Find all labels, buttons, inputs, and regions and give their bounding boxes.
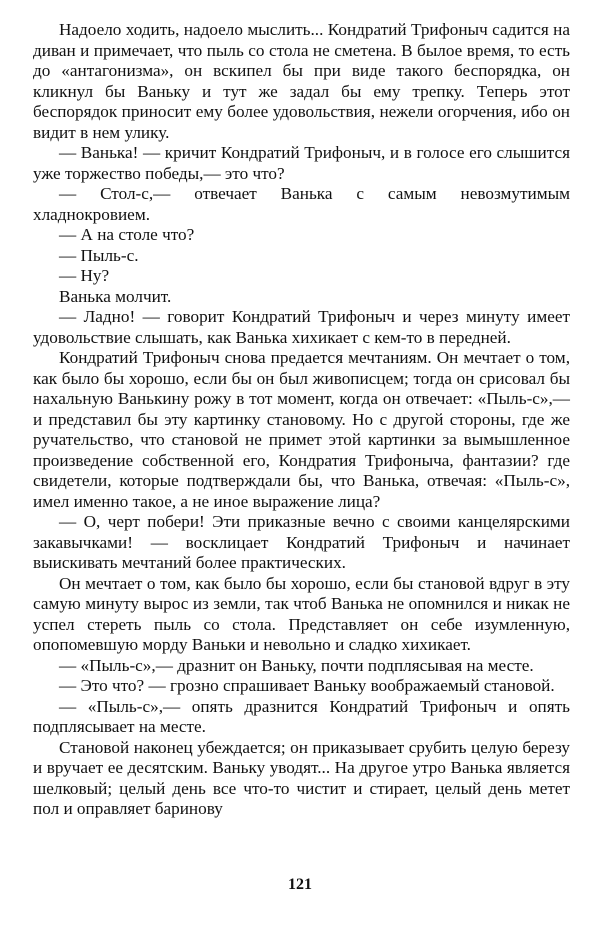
paragraph: Кондратий Трифоныч снова предается мечтаниям. Он мечтает о том, как было бы хорошо, если бы он был живописцем; тогда он срисовал бы нахальную Ванькину рожу в тот момент, когда он отвечает: «Пыль-с»,— и представил бы эту картинку становому. Но с другой стороны, где же ручательство, что становой не примет этой картинки за вымышленное произведение собственной его, Кондратия Трифоныча, фантазии? где свидетели, которые подтверждали бы, что Ванька, отвечая: «Пыль-с», имел именно такое, а не иное выражение лица? — [33, 348, 570, 511]
paragraph: — Ванька! — кричит Кондратий Трифоныч, и в голосе его слышится уже торжество победы,— это что? — [33, 143, 570, 183]
page-number: 121 — [288, 876, 312, 893]
paragraph: — «Пыль-с»,— опять дразнится Кондратий Трифоныч и опять подплясывает на месте. — [33, 696, 570, 736]
paragraph: — «Пыль-с»,— дразнит он Ваньку, почти подплясывая на месте. — [59, 655, 534, 675]
body-text — [33, 20, 570, 820]
paragraph: — Ладно! — говорит Кондратий Трифоныч и через минуту имеет удовольствие слышать, как Ванька хихикает с кем-то в передней. — [33, 307, 570, 347]
paragraph: Становой наконец убеждается; он приказывает срубить целую березу и вручает ее десятским. Ваньку уводят... На другое утро Ванька является шелковый; целый день все что-то чистит и стирает, целый день метет пол и оправляет баринову — [33, 737, 570, 818]
paragraph: — О, черт побери! Эти приказные вечно с своими канцелярскими закавычками! — восклицает Кондратий Трифоныч и начинает выискивать мечтаний более практических. — [33, 512, 570, 572]
paragraph: — Пыль-с. — [59, 245, 139, 265]
paragraph: Он мечтает о том, как было бы хорошо, если бы становой вдруг в эту самую минуту вырос из земли, так чтоб Ванька не опомнился и никак не успел стереть пыль со стола. Представляет он себе изумленную, опопомевшую морду Ваньки и невольно и сладко хихикает. — [33, 573, 570, 654]
paragraph: — Это что? — грозно спрашивает Ваньку воображаемый становой. — [59, 676, 555, 695]
paragraph: Надоело ходить, надоело мыслить... Кондратий Трифоныч садится на диван и примечает, что пыль со стола не сметена. В былое время, то есть до «антагонизма», он вскипел бы при виде такого беспорядка, он кликнул бы Ваньку и тут же задал бы ему трепку. Теперь этот беспорядок приносит ему более удовольствия, нежели огорчения, ибо он видит в нем улику. — [33, 20, 570, 142]
paragraph: — А на столе что? — [59, 225, 195, 244]
paragraph: — Ну? — [59, 266, 110, 285]
paragraph: — Стол-с,— отвечает Ванька с самым невозмутимым хладнокровием. — [33, 184, 570, 224]
paragraph: Ванька молчит. — [59, 286, 172, 306]
